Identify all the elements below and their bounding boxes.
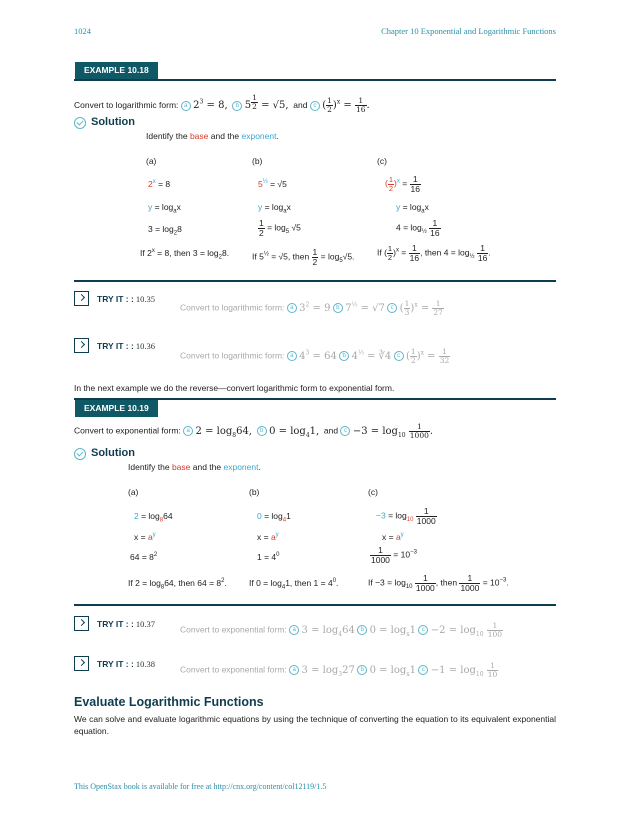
ex2-c-row1: $-3 = \log_{10}$ $\frac{1}{1000}$: [376, 506, 436, 526]
example-label: EXAMPLE 10.19: [75, 400, 158, 417]
part-b-icon: b: [232, 101, 242, 111]
ex2-b-row3: $1 = 4^0$: [257, 552, 280, 562]
transition-text: In the next example we do the reverse—convert logarithmic form to exponential form.: [74, 383, 395, 393]
ex1-b-row2: $y = \log_ax$: [258, 202, 291, 215]
page-number: 1024: [74, 26, 91, 36]
prompt-text: Convert to logarithmic form:: [74, 99, 179, 110]
col-a-label: (a): [146, 156, 157, 166]
ex1-c-summary: If ( $\frac{1}{2}$ )$^x$ = $\frac{1}{16}$ , then $4 = \log_{\frac{1}{2}}$ $\frac{1}{16}$ .: [377, 243, 491, 263]
ex2-a-row3: $64 = 8^2$: [130, 552, 158, 562]
chapter-title: Chapter 10 Exponential and Logarithmic Functions: [381, 26, 556, 36]
ex2-a-row1: $2 = \log_864$: [134, 511, 173, 524]
tryit-prompt: Convert to logarithmic form: a $3^2 = 9$ b $7^{\frac{1}{2}} = √7$ c ( $\frac{1}{3}$ )$^x$ = $\frac{1}{27}$: [180, 299, 443, 317]
tryit-prompt: Convert to exponential form: a $3 = \log_327$ b $0 = \log_x1$ $c -1 = \log_{10}$ $\frac{1}{10}$: [180, 661, 498, 679]
ex1-c-row1: ( $\frac{1}{2}$ )$^x$ = $\frac{1}{16}$: [385, 174, 421, 194]
ex1-b-row3: $\frac{1}{2}$ = $\log_5 √5$: [259, 218, 301, 238]
ex1-a-row3: $3 = \log_28$: [148, 224, 182, 237]
tryit-expand-icon[interactable]: [74, 338, 89, 353]
section-title: Evaluate Logarithmic Functions: [74, 695, 264, 709]
ex2-c-summary: $If -3 = \log_{10}$ $\frac{1}{1000}$ , then $\frac{1}{1000}$ = $10^{-3}$.: [368, 573, 509, 593]
ex1-c-row2: $y = \log_ax$: [396, 202, 429, 215]
solution-check-icon: [74, 117, 86, 129]
section-paragraph: We can solve and evaluate logarithmic equations by using the technique of converting the equation to its equivalent exponential equation.: [74, 714, 556, 736]
ex2-a-row2: $x = a^y$: [134, 532, 156, 542]
ex2-b-summary: If $0 = \log_41$, then $1 = 4^0$.: [249, 578, 339, 591]
tryit-prompt: Convert to logarithmic form: a $4^3 = 64$ b $4^{\frac{1}{3}}$ = ∛4 c ( $\frac{1}{2}$ )$^x$ = $\frac{1}{32}$: [180, 347, 450, 365]
example-prompt: Convert to exponential form: a $2 = \log_864$, b $0 = \log_41$, and $c -3 = \log_{10}$ $\frac{1}{1000}$ .: [74, 422, 434, 440]
tryit-prompt: Convert to exponential form: a $3 = \log_464$ b $0 = \log_x1$ $c -2 = \log_{10}$ $\frac{1}{100}$: [180, 621, 503, 639]
ex1-b-row1: $5^{\frac{1}{2}} = √5$: [258, 179, 287, 189]
ex1-a-summary: If $2^x = 8$, then $3 = \log_28$.: [140, 248, 230, 261]
col-c-label: (c): [377, 156, 387, 166]
footer[interactable]: This OpenStax book is available for free at http://cnx.org/content/col12119/1.5: [74, 782, 327, 791]
ex2-a-summary: If $2 = \log_864$, then $64 = 8^2$.: [128, 578, 227, 591]
tryit-expand-icon[interactable]: [74, 656, 89, 671]
ex1-b-summary: If $5^{\frac{1}{2}} = √5$, then $\frac{1}{2}$ = $\log_5√5$.: [252, 247, 355, 267]
ex1-a-row2: $y = \log_ax$: [148, 202, 181, 215]
tryit-label: TRY IT : : 10.38: [97, 659, 155, 669]
col-c-label: (c): [368, 487, 378, 497]
identify-text: Identify the base and the exponent.: [146, 131, 279, 141]
ex2-c-row3: $\frac{1}{1000}$ = $10^{-3}$: [371, 545, 417, 565]
example-prompt: Convert to logarithmic form: a $2^3 = 8$, b 5 $^{\frac{1}{2}}$ = √5, and c ( $\frac{1}{2}$ )$^x$ = $\frac{1}{16}$ .: [74, 93, 370, 114]
tryit-label: TRY IT : : 10.36: [97, 341, 155, 351]
solution-check-icon: [74, 448, 86, 460]
tryit-expand-icon[interactable]: [74, 616, 89, 631]
ex1-c-row3: $4 = \log_{\frac{1}{2}}$ $\frac{1}{16}$: [396, 218, 440, 238]
tryit-label: TRY IT : : 10.35: [97, 294, 155, 304]
example-label: EXAMPLE 10.18: [75, 62, 158, 79]
tryit-expand-icon[interactable]: [74, 291, 89, 306]
example-rule: [74, 79, 556, 81]
solution-title: Solution: [91, 447, 135, 459]
col-b-label: (b): [252, 156, 263, 166]
ex2-b-row2: $x = a^y$: [257, 532, 279, 542]
col-b-label: (b): [249, 487, 260, 497]
ex1-a-row1: $2^x = 8$: [148, 179, 171, 189]
part-c-icon: c: [310, 101, 320, 111]
ex2-c-row2: $x = a^y$: [382, 532, 404, 542]
part-a-icon: a: [181, 101, 191, 111]
ex2-b-row1: $0 = \log_41$: [257, 511, 291, 524]
tryit-label: TRY IT : : 10.37: [97, 619, 155, 629]
example-end-rule: [74, 280, 556, 282]
col-a-label: (a): [128, 487, 139, 497]
example-end-rule: [74, 604, 556, 606]
identify-text: Identify the base and the exponent.: [128, 462, 261, 472]
solution-title: Solution: [91, 116, 135, 128]
